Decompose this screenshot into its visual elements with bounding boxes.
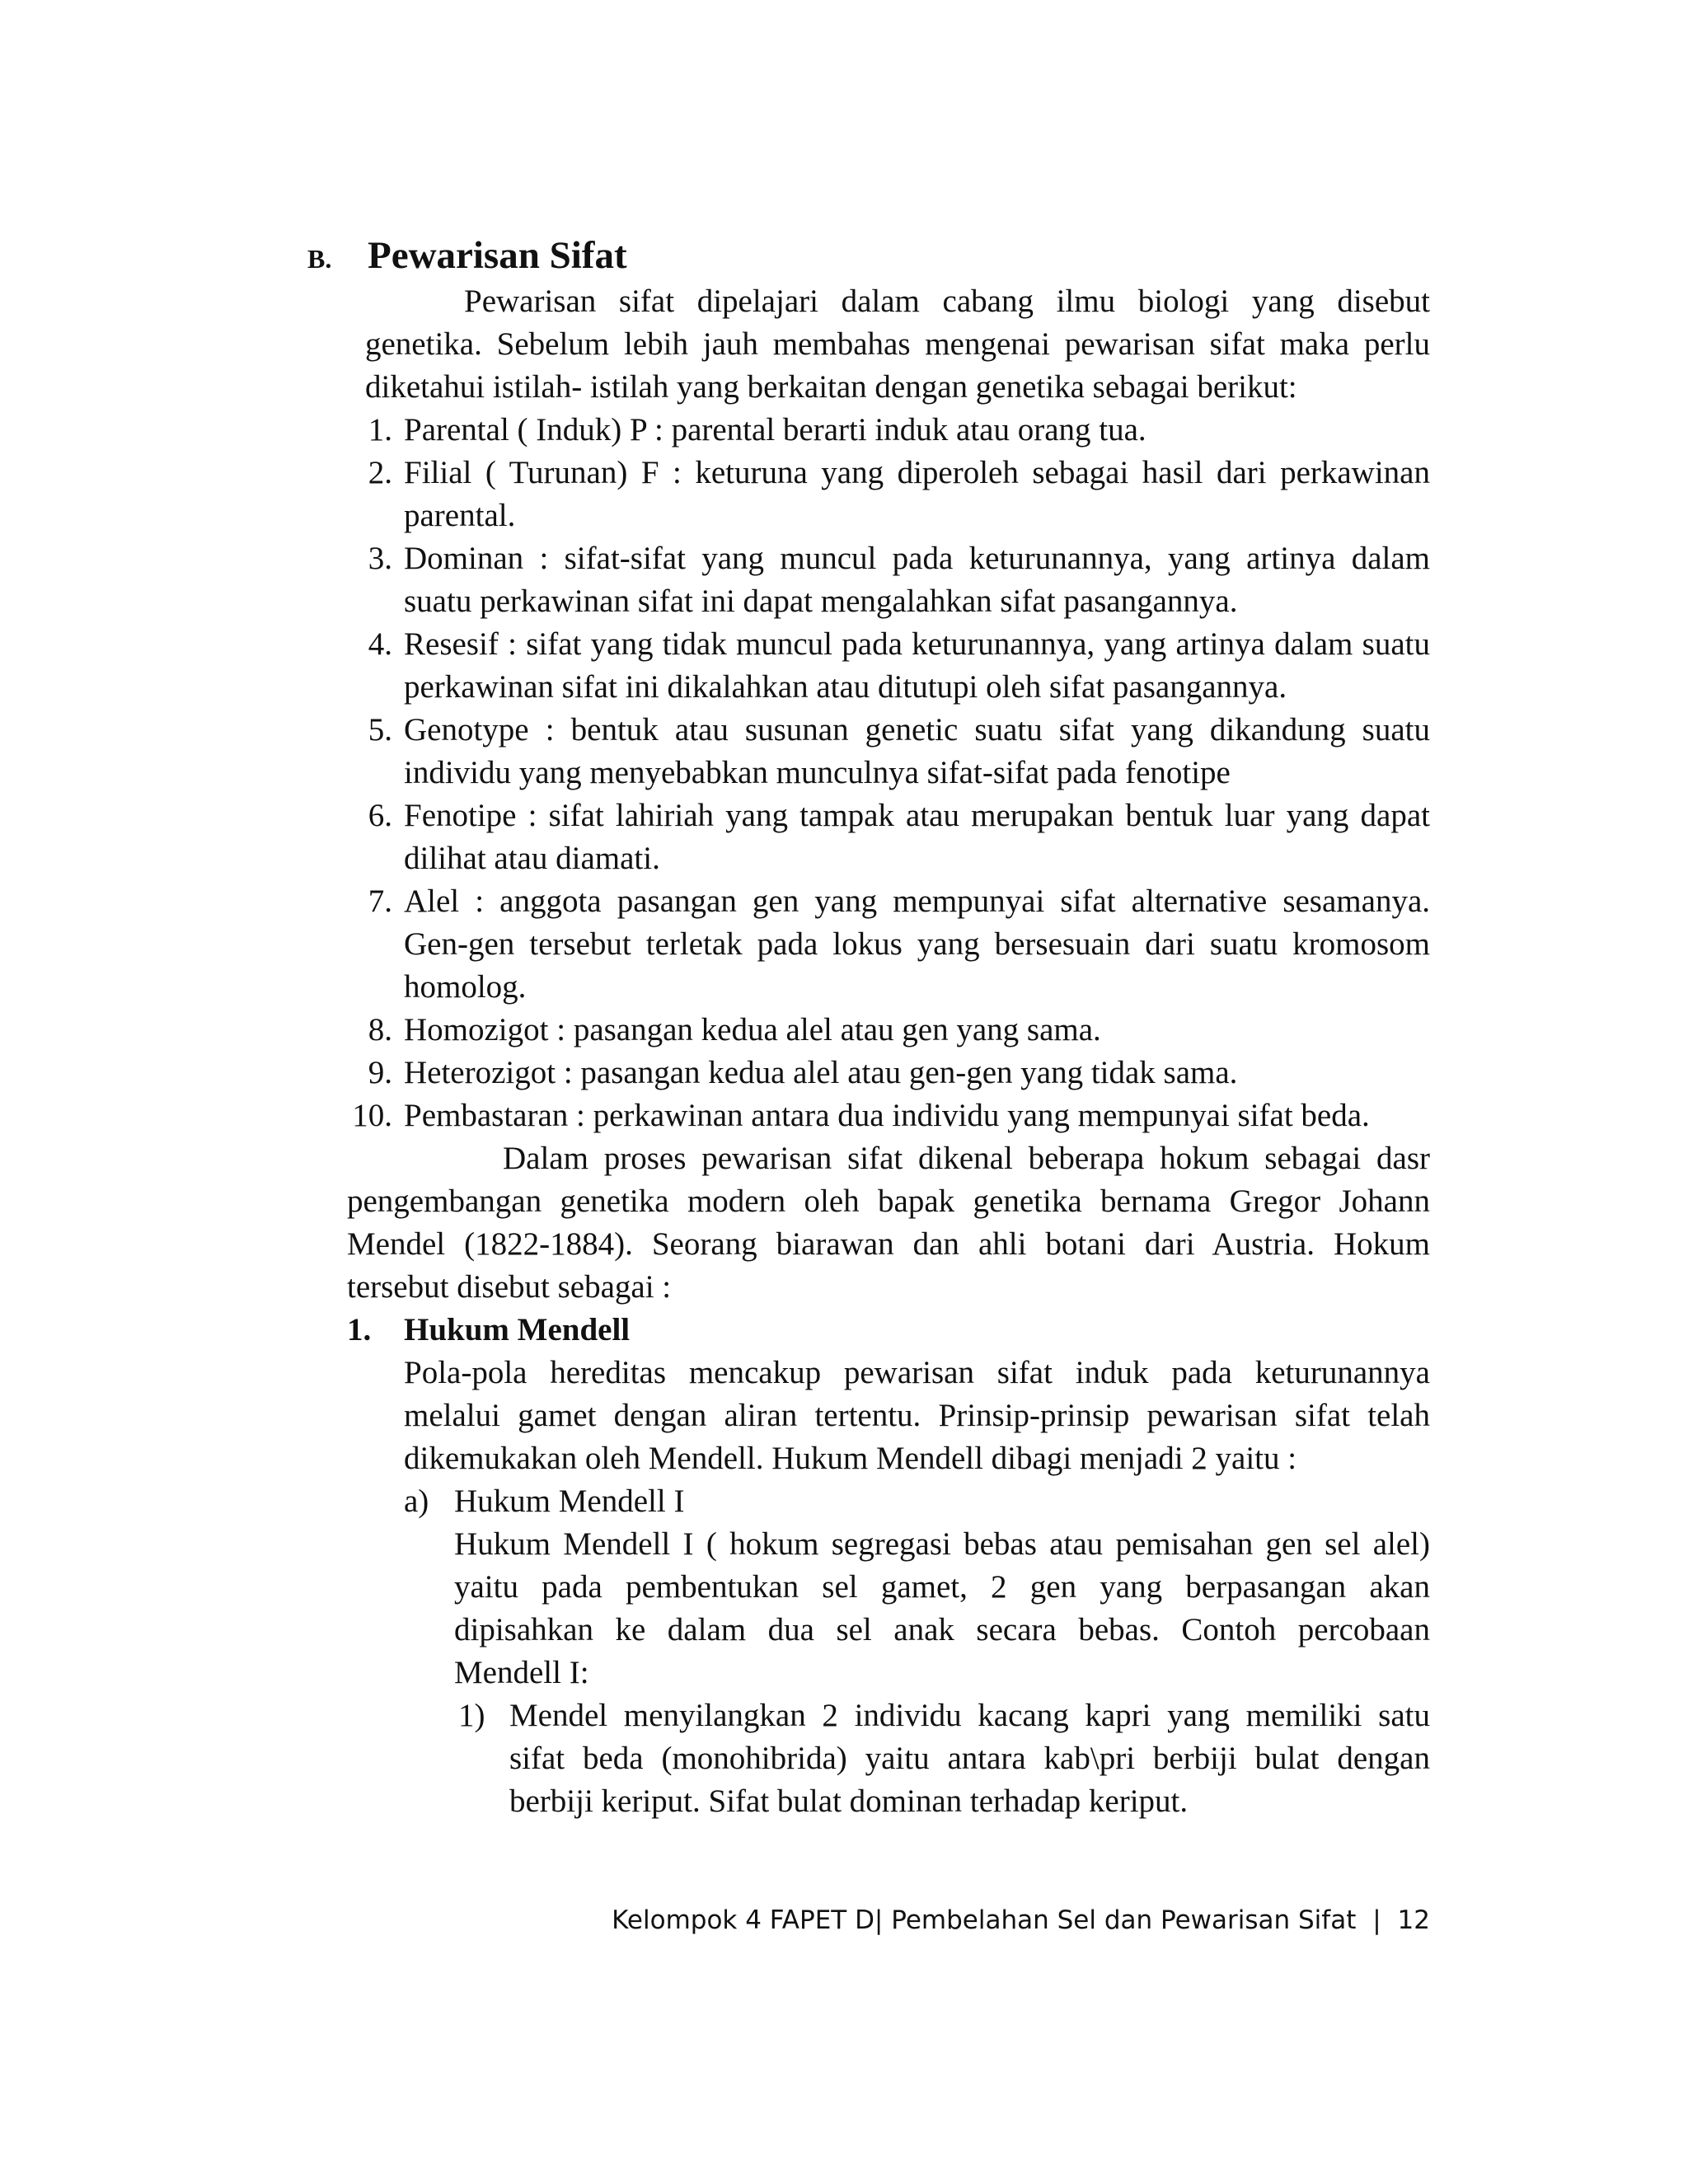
sub-text: Hukum Mendell I ( hokum segregasi bebas atau pemisahan gen sel alel) bbox=[454, 1526, 1430, 1562]
term-text: Filial ( Turunan) F : keturuna yang diperoleh sebagai hasil dari perkawinan bbox=[404, 455, 1430, 490]
section-letter: B. bbox=[307, 244, 332, 274]
mendel-intro-line: tersebut disebut sebagai : bbox=[347, 1269, 672, 1305]
term-text: perkawinan sifat ini dikalahkan atau ditutupi oleh sifat pasangannya. bbox=[404, 669, 1287, 705]
term-text: Resesif : sifat yang tidak muncul pada keturunannya, yang artinya dalam suatu bbox=[404, 626, 1430, 662]
term-text: Gen-gen tersebut terletak pada lokus yang bersesuain dari suatu kromosom bbox=[404, 926, 1430, 962]
intro-line: genetika. Sebelum lebih jauh membahas mengenai pewarisan sifat maka perlu bbox=[365, 326, 1430, 362]
term-text: Pembastaran : perkawinan antara dua individu yang mempunyai sifat beda. bbox=[404, 1098, 1370, 1133]
term-text: Fenotipe : sifat lahiriah yang tampak atau merupakan bentuk luar yang dapat bbox=[404, 798, 1430, 833]
footer-separator: | bbox=[1372, 1905, 1381, 1935]
term-number: 3. bbox=[368, 541, 392, 576]
law-text: Pola-pola hereditas mencakup pewarisan sifat induk pada keturunannya bbox=[404, 1355, 1430, 1390]
term-number: 10. bbox=[352, 1098, 392, 1133]
term-text: dilihat atau diamati. bbox=[404, 841, 660, 876]
mendel-intro-line: Mendel (1822-1884). Seorang biarawan dan ahli botani dari Austria. Hokum bbox=[347, 1226, 1430, 1262]
law-text: melalui gamet dengan aliran tertentu. Prinsip-prinsip pewarisan sifat telah bbox=[404, 1398, 1430, 1433]
law-text: dikemukakan oleh Mendell. Hukum Mendell dibagi menjadi 2 yaitu : bbox=[404, 1441, 1297, 1476]
section-title: Pewarisan Sifat bbox=[368, 234, 627, 277]
sub-text: Mendell I: bbox=[454, 1655, 589, 1690]
mendel-intro-line: Dalam proses pewarisan sifat dikenal beberapa hokum sebagai dasr bbox=[503, 1141, 1430, 1176]
term-number: 4. bbox=[368, 626, 392, 662]
term-text: Alel : anggota pasangan gen yang mempunyai sifat alternative sesamanya. bbox=[404, 883, 1430, 919]
term-text: individu yang menyebabkan munculnya sifat-sifat pada fenotipe bbox=[404, 755, 1231, 790]
sub-text: dipisahkan ke dalam dua sel anak secara bebas. Contoh percobaan bbox=[454, 1612, 1430, 1647]
term-text: Parental ( Induk) P : parental berarti induk atau orang tua. bbox=[404, 412, 1146, 448]
footer-text: Kelompok 4 FAPET D| Pembelahan Sel dan Pewarisan Sifat bbox=[612, 1905, 1357, 1935]
sub-label: a) bbox=[404, 1483, 429, 1519]
term-number: 6. bbox=[368, 798, 392, 833]
term-text: suatu perkawinan sifat ini dapat mengalahkan sifat pasangannya. bbox=[404, 583, 1238, 619]
intro-line: Pewarisan sifat dipelajari dalam cabang ilmu biologi yang disebut bbox=[464, 284, 1430, 319]
mendel-intro-line: pengembangan genetika modern oleh bapak genetika bernama Gregor Johann bbox=[347, 1183, 1430, 1219]
term-text: Genotype : bentuk atau susunan genetic suatu sifat yang dikandung suatu bbox=[404, 712, 1430, 748]
term-number: 1. bbox=[368, 412, 392, 448]
term-number: 7. bbox=[368, 883, 392, 919]
law-title: Hukum Mendell bbox=[404, 1312, 631, 1347]
intro-line: diketahui istilah- istilah yang berkaitan dengan genetika sebagai berikut: bbox=[365, 369, 1297, 405]
page-footer bbox=[612, 1904, 1430, 1937]
page-number: 12 bbox=[1397, 1905, 1430, 1935]
term-text: Homozigot : pasangan kedua alel atau gen yang sama. bbox=[404, 1012, 1101, 1047]
term-number: 9. bbox=[368, 1055, 392, 1090]
term-text: parental. bbox=[404, 498, 516, 533]
item-text: Mendel menyilangkan 2 individu kacang kapri yang memiliki satu bbox=[509, 1698, 1430, 1733]
term-number: 8. bbox=[368, 1012, 392, 1047]
term-number: 2. bbox=[368, 455, 392, 490]
law-number: 1. bbox=[347, 1312, 372, 1347]
sub-title: Hukum Mendell I bbox=[454, 1483, 685, 1519]
term-text: homolog. bbox=[404, 969, 527, 1005]
term-number: 5. bbox=[368, 712, 392, 748]
item-text: berbiji keriput. Sifat bulat dominan terhadap keriput. bbox=[509, 1783, 1189, 1819]
sub-text: yaitu pada pembentukan sel gamet, 2 gen yang berpasangan akan bbox=[454, 1569, 1430, 1605]
term-text: Dominan : sifat-sifat yang muncul pada keturunannya, yang artinya dalam bbox=[404, 541, 1430, 576]
item-text: sifat beda (monohibrida) yaitu antara kab\pri berbiji bulat dengan bbox=[509, 1741, 1430, 1776]
item-label: 1) bbox=[458, 1698, 485, 1733]
term-text: Heterozigot : pasangan kedua alel atau gen-gen yang tidak sama. bbox=[404, 1055, 1238, 1090]
